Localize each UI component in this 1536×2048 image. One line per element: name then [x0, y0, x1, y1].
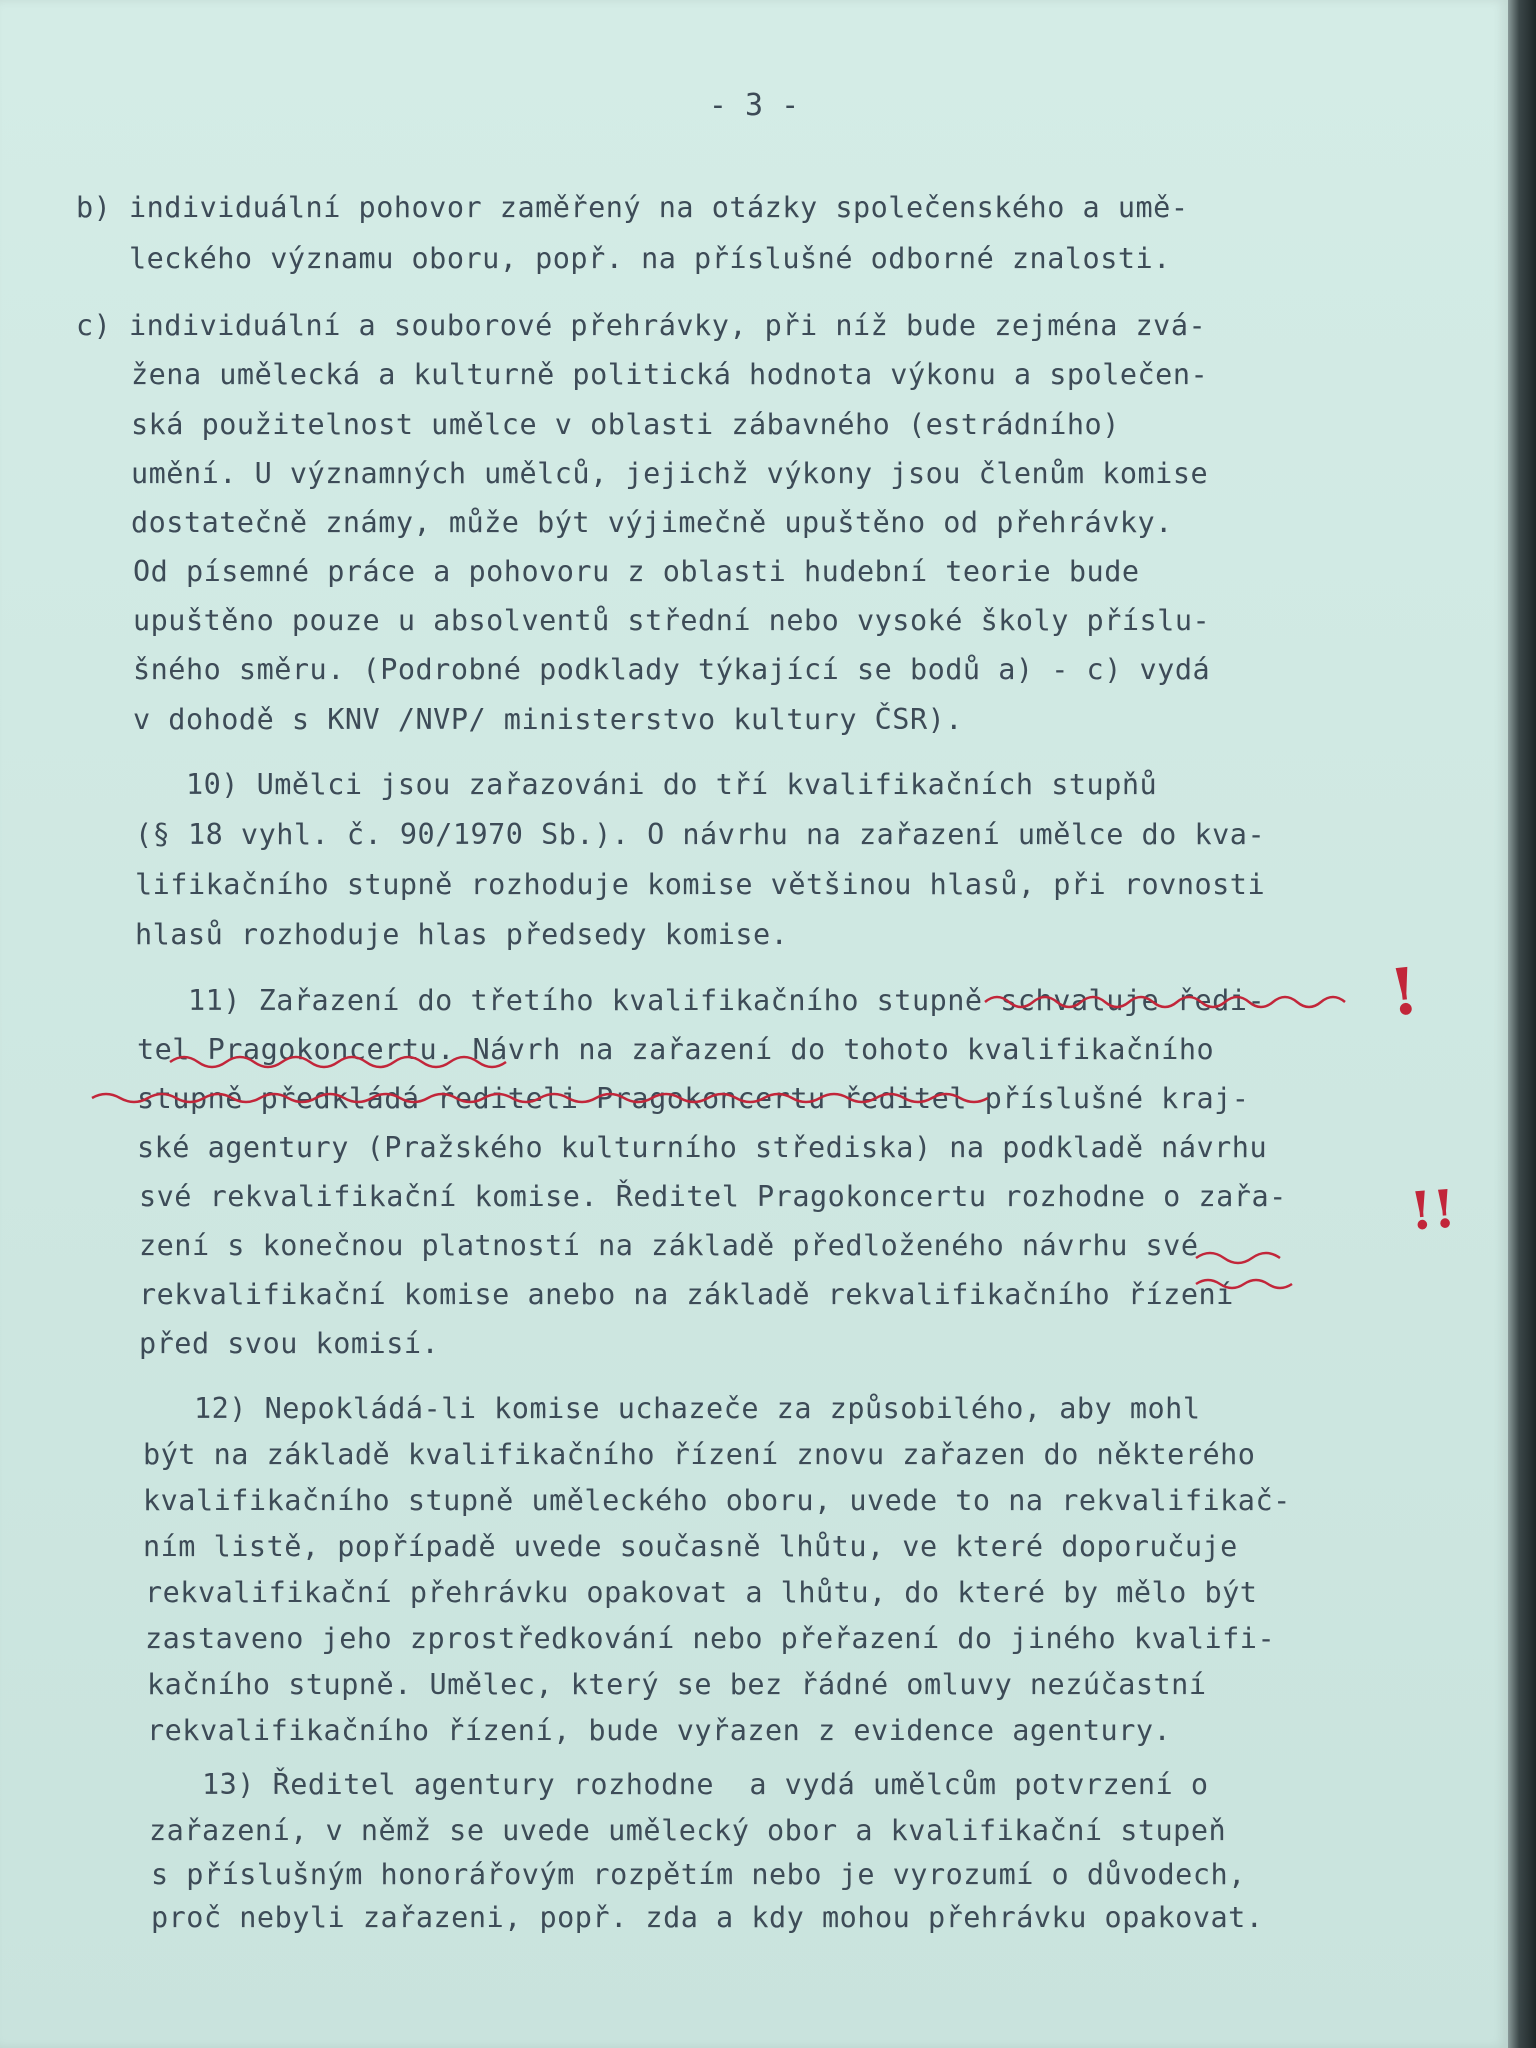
- text-line: Od písemné práce a pohovoru z oblasti hudební teorie bude: [80, 555, 1140, 588]
- text-line: 13) Ředitel agentury rozhodne a vydá umělcům potvrzení o: [96, 1768, 1209, 1801]
- wavy-underline-para-11-line-3: [92, 1094, 988, 1102]
- text-line: ské agentury (Pražského kulturního střediska) na podkladě návrhu: [84, 1131, 1268, 1164]
- text-line: tel Pragokoncertu. Návrh na zařazení do tohoto kvalifikačního: [84, 1033, 1215, 1066]
- text-line: ním listě, popřípadě uvede současně lhůtu, ve které doporučuje: [90, 1530, 1238, 1563]
- wavy-underline-sve: [1196, 1253, 1280, 1263]
- text-line: rekvalifikační přehrávku opakovat a lhůtu, do které by mělo být: [92, 1576, 1258, 1609]
- text-line: leckého významu oboru, popř. na příslušné odborné znalosti.: [76, 242, 1171, 275]
- wavy-underline-para-11-line-2: [170, 1057, 506, 1067]
- wavy-underline-rizeni: [1196, 1280, 1292, 1288]
- text-line: rekvalifikační komise anebo na základě rekvalifikačního řízení: [86, 1278, 1234, 1311]
- text-line: (§ 18 vyhl. č. 90/1970 Sb.). O návrhu na zařazení umělce do kva-: [82, 818, 1266, 851]
- text-line: proč nebyli zařazeni, popř. zda a kdy mohou přehrávku opakovat.: [98, 1901, 1264, 1934]
- margin-exclamation-double: !!: [1407, 1178, 1458, 1243]
- text-line: žena umělecká a kulturně politická hodnota výkonu a společen-: [78, 358, 1209, 391]
- text-line: dostatečně známy, může být výjimečně upuštěno od přehrávky.: [78, 506, 1173, 539]
- text-line: zařazení, v němž se uvede umělecký obor a kvalifikační stupeň: [96, 1814, 1227, 1847]
- text-line: před svou komisí.: [86, 1327, 440, 1360]
- text-line: 12) Nepokládá-li komise uchazeče za způsobilého, aby mohl: [88, 1392, 1201, 1425]
- text-line: lifikačního stupně rozhoduje komise většinou hlasů, při rovnosti: [82, 868, 1266, 901]
- text-line: hlasů rozhoduje hlas předsedy komise.: [82, 918, 789, 951]
- text-line: 10) Umělci jsou zařazováni do tří kvalifikačních stupňů: [80, 768, 1158, 801]
- text-line: upuštěno pouze u absolventů střední nebo vysoké školy příslu-: [80, 604, 1211, 637]
- text-line: umění. U významných umělců, jejichž výkony jsou členům komise: [78, 457, 1209, 490]
- text-line: zastaveno jeho zprostředkování nebo přeřazení do jiného kvalifi-: [92, 1622, 1276, 1655]
- text-line: zení s konečnou platností na základě předloženého návrhu své: [86, 1229, 1199, 1262]
- text-line: v dohodě s KNV /NVP/ ministerstvo kultury ČSR).: [80, 703, 963, 736]
- margin-exclamation-single: !: [1386, 953, 1422, 1032]
- text-line: být na základě kvalifikačního řízení znovu zařazen do některého: [90, 1438, 1256, 1471]
- text-line: kačního stupně. Umělec, který se bez řádné omluvy nezúčastní: [94, 1668, 1207, 1701]
- text-line: 11) Zařazení do třetího kvalifikačního stupně schvaluje ředi-: [82, 984, 1266, 1017]
- text-line: b) individuální pohovor zaměřený na otázky společenského a umě-: [76, 191, 1189, 224]
- text-line: stupně předkládá řediteli Pragokoncertu ředitel příslušné kraj-: [84, 1082, 1250, 1115]
- page-number: - 3 -: [708, 88, 800, 123]
- text-line: c) individuální a souborové přehrávky, při níž bude zejména zvá-: [76, 309, 1207, 342]
- text-line: s příslušným honorářovým rozpětím nebo je vyrozumí o důvodech,: [98, 1858, 1246, 1891]
- wavy-underline-para-11-line-1: [985, 997, 1345, 1007]
- text-line: rekvalifikačního řízení, bude vyřazen z evidence agentury.: [94, 1714, 1172, 1747]
- text-line: ská použitelnost umělce v oblasti zábavného (estrádního): [78, 408, 1120, 441]
- text-line: své rekvalifikační komise. Ředitel Pragokoncertu rozhodne o zařa-: [86, 1180, 1287, 1213]
- text-line: šného směru. (Podrobné podklady týkající se bodů a) - c) vydá: [80, 653, 1211, 686]
- page-edge-shadow: [1508, 0, 1536, 2048]
- text-line: kvalifikačního stupně uměleckého oboru, uvede to na rekvalifikač-: [90, 1484, 1291, 1517]
